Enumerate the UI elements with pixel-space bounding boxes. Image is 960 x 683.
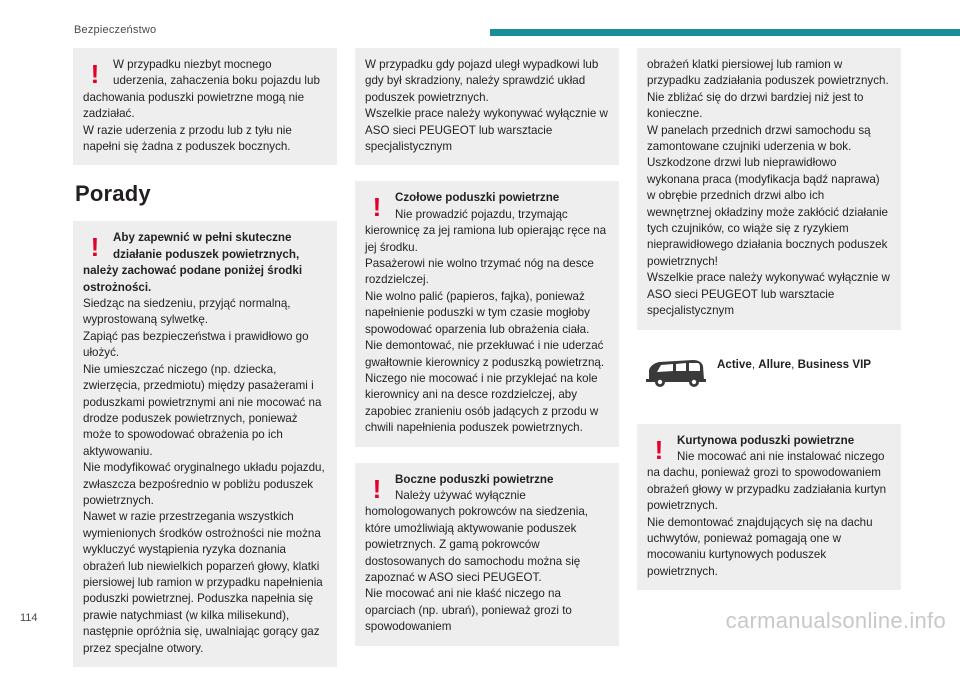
warning-text: Nie prowadzić pojazdu, trzymając kierownicę za jej ramiona lub opierając ręce na jej środku.: [365, 207, 607, 254]
warning-heading: Czołowe poduszki powietrzne: [395, 191, 560, 205]
info-text: Uszkodzone drzwi lub nieprawidłowo wykonana praca (modyfikacja bądź naprawa) w obrębie przednich drzwi albo ich wewnętrznej okładziny może zakłócić działanie tych czujników, co wiąże się z ryzykiem nieprawidłowego działania bocznych poduszek powietrznych!: [647, 156, 889, 268]
warning-text: W razie uderzenia z przodu lub z tyłu nie napełni się żadna z poduszek bocznych.: [83, 123, 292, 154]
warning-box-curtain-airbags: [637, 424, 901, 591]
column-3: [637, 48, 901, 606]
info-text: obrażeń klatki piersiowej lub ramion w przypadku zadziałania poduszek powietrznych.: [647, 58, 889, 88]
column-2: [355, 48, 619, 662]
warning-text: Nie demontować, nie przekłuwać i nie uderzać gwałtownie kierownicy z poduszką powietrzną.: [365, 339, 605, 369]
info-text: Wszelkie prace należy wykonywać wyłącznie w ASO sieci PEUGEOT lub warsztacie specjalistycznym: [647, 271, 890, 318]
warning-box-impact: [73, 48, 337, 165]
exclamation-icon: !: [372, 192, 382, 223]
warning-text: Niczego nie mocować i nie przyklejać na kole kierownicy ani na desce rozdzielczej, aby zapobiec zranieniu osób jadących z przodu w chwili napełnienia poduszek powietrznych.: [365, 371, 599, 435]
info-text: Wszelkie prace należy wykonywać wyłącznie w ASO sieci PEUGEOT lub warsztacie specjalistycznym: [365, 107, 608, 154]
warning-box-advice: [73, 221, 337, 667]
info-text: W przypadku gdy pojazd uległ wypadkowi lub gdy był skradziony, należy sprawdzić układ poduszek powietrznych.: [365, 58, 599, 104]
warning-text: Siedząc na siedzeniu, przyjąć normalną, wyprostowaną sylwetkę.: [83, 297, 291, 327]
header-accent-bar: [490, 29, 960, 36]
warning-text: Nie demontować znajdujących się na dachu uchwytów, ponieważ pomagają one w mocowaniu kurtynowych poduszek powietrznych.: [647, 515, 873, 578]
exclamation-icon: !: [654, 434, 664, 465]
warning-heading: Boczne poduszki powietrzne: [395, 472, 554, 486]
exclamation-icon: !: [90, 59, 100, 89]
running-header: Bezpieczeństwo: [74, 24, 157, 36]
warning-text: Nie mocować ani nie instalować niczego na dachu, ponieważ grozi to spowodowaniem obrażeń głowy w przypadku zadziałania kurtyn powietrznych.: [647, 449, 887, 513]
vehicle-version-row: [637, 346, 901, 406]
warning-text: Nie wolno palić (papieros, fajka), ponieważ napełnienie poduszki w tym czasie mogłoby spowodować oparzenia lub obrażenia ciała.: [365, 289, 590, 336]
version-allure: Allure: [758, 357, 792, 371]
info-box-side-continued: [637, 48, 901, 330]
van-icon: [643, 356, 707, 390]
section-title: Porady: [75, 181, 151, 207]
warning-text: Nawet w razie przestrzegania wszystkich wymienionych środków ostrożności nie można wykluczyć wystąpienia ryzyka doznania obrażeń lub niewielkich poparzeń głowy, klatki piersiowej lub ramion w przypadku napełnienia poduszki powietrznej. Poduszka napełnia się prawie natychmiast (w kilka milisekund), następnie opróżnia się, uwalniając gorący gaz przez specjalne otwory.: [83, 510, 323, 655]
warning-text: Należy używać wyłącznie homologowanych pokrowców na siedzenia, które umożliwiają aktywowanie poduszek powietrznych. Z gamą pokrowców dostosowanych do samochodu można się zapoznać w ASO sieci PEUGEOT.: [365, 488, 588, 584]
version-separator: ,: [791, 357, 798, 371]
exclamation-icon: !: [90, 232, 100, 263]
column-1: [73, 48, 337, 683]
warning-text: Nie umieszczać niczego (np. dziecka, zwierzęcia, przedmiotu) między pasażerami i poduszkami powietrznymi ani nie mocować na drodze poduszek powietrznych, ponieważ może to spowodować obrażenia po ich aktywowaniu.: [83, 362, 322, 458]
warning-box-side-airbags: [355, 463, 619, 646]
warning-text: W przypadku niezbyt mocnego uderzenia, zahaczenia boku pojazdu lub dachowania poduszki powietrzne mogą nie zadziałać.: [83, 58, 320, 121]
info-text: Nie zbliżać się do drzwi bardziej niż jest to konieczne.: [647, 90, 864, 121]
warning-text: Zapiąć pas bezpieczeństwa i prawidłowo go ułożyć.: [83, 329, 309, 360]
info-text: W panelach przednich drzwi samochodu są zamontowane czujniki uderzenia w bok.: [647, 123, 871, 154]
page-number: 114: [20, 612, 38, 624]
exclamation-icon: !: [372, 473, 382, 504]
warning-text: Pasażerowi nie wolno trzymać nóg na desce rozdzielczej.: [365, 257, 594, 287]
vehicle-versions: [717, 358, 871, 371]
warning-heading: Aby zapewnić w pełni skuteczne działanie poduszek powietrznych, należy zachować podane poniżej środki ostrożności.: [83, 231, 303, 294]
warning-box-front-airbags: [355, 181, 619, 446]
warning-text: Nie modyfikować oryginalnego układu pojazdu, zwłaszcza bezpośrednio w pobliżu poduszek powietrznych.: [83, 461, 325, 507]
watermark: carmanualsonline.info: [725, 608, 946, 633]
info-box-accident: [355, 48, 619, 165]
version-business-vip: Business VIP: [797, 357, 872, 371]
version-separator: ,: [751, 357, 759, 371]
warning-text: Nie mocować ani nie kłaść niczego na oparciach (np. ubrań), ponieważ grozi to spowodowaniem: [365, 587, 572, 634]
warning-heading: Kurtynowa poduszki powietrzne: [677, 433, 855, 447]
version-active: Active: [717, 357, 752, 371]
